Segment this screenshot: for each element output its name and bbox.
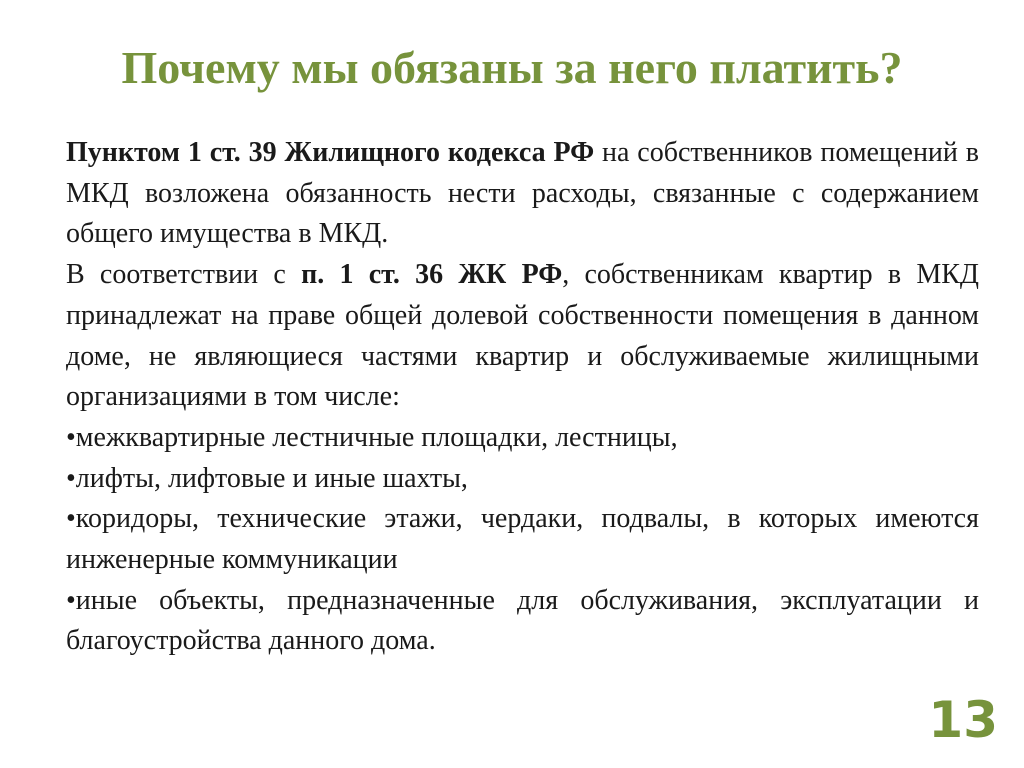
paragraph-housing-code-art-39 [66, 133, 979, 255]
slide-body [66, 133, 979, 662]
page-number: 13 [928, 691, 998, 749]
bullet-item: •межквартирные лестничные площадки, лестницы, [66, 421, 678, 453]
bullet-item: •лифты, лифтовые и иные шахты, [66, 462, 468, 494]
article-36-reference: п. 1 ст. 36 ЖК РФ [301, 259, 563, 291]
bullet-item: •коридоры, технические этажи, чердаки, подвалы, в которых имеются инженерные коммуникации [66, 503, 979, 576]
article-39-reference: Пунктом 1 ст. 39 Жилищного кодекса РФ [66, 137, 595, 168]
paragraph-1-text: на собственников помещений в МКД возложена обязанность нести расходы, связанные с содержанием общего имущества в МКД. [66, 137, 979, 250]
paragraph-2-text: , собственникам квартир в МКД принадлежат на праве общей долевой собственности помещения в данном доме, не являющиеся частями квартир и обслуживаемые жилищными организациями в том числе: [66, 259, 979, 413]
paragraph-2-prefix: В соответствии с [66, 259, 302, 291]
slide-title: Почему мы обязаны за него платить? [121, 42, 903, 93]
bullet-item: •иные объекты, предназначенные для обслуживания, эксплуатации и благоустройства данного дома. [66, 584, 979, 657]
paragraph-housing-code-art-36 [66, 255, 979, 418]
